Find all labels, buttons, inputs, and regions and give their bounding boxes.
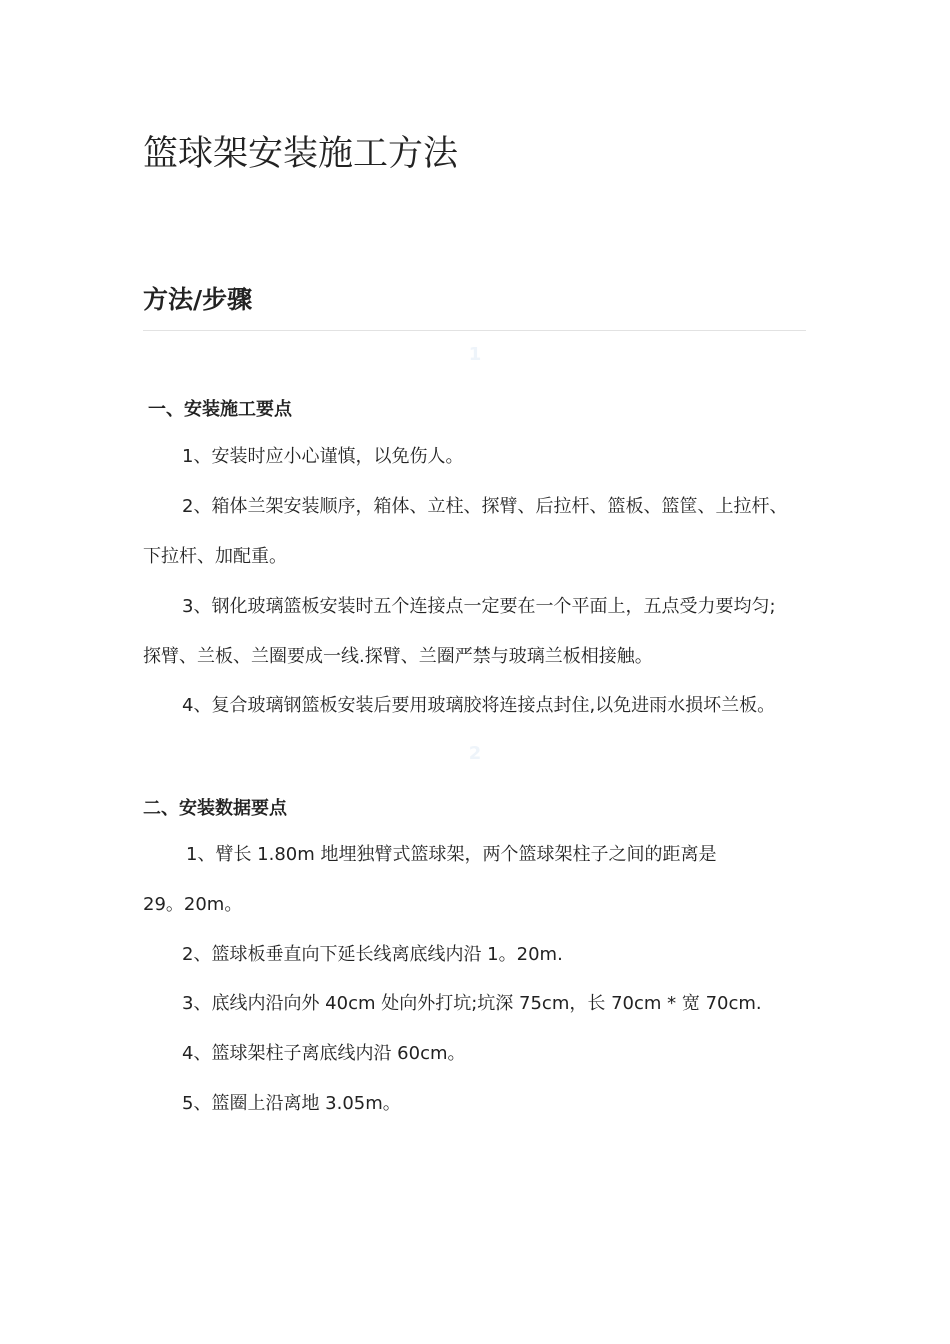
document-title: 篮球架安装施工方法 [143, 134, 459, 174]
section-heading-data: 二、安装数据要点 [143, 798, 287, 819]
paragraph-line: 1、臂长 1.80m 地埋独臂式篮球架，两个篮球架柱子之间的距离是 [186, 844, 717, 865]
step-number-2: 2 [468, 743, 482, 764]
paragraph-line: 3、钢化玻璃篮板安装时五个连接点一定要在一个平面上，五点受力要均匀; [182, 596, 776, 617]
paragraph-line: 2、篮球板垂直向下延长线离底线内沿 1。20m. [182, 944, 563, 965]
paragraph-line: 4、篮球架柱子离底线内沿 60cm。 [182, 1043, 466, 1064]
paragraph-line: 1、安装时应小心谨慎，以免伤人。 [182, 446, 464, 467]
paragraph-line: 4、复合玻璃钢篮板安装后要用玻璃胶将连接点封住,以免进雨水损坏兰板。 [182, 695, 776, 716]
paragraph-line: 2、箱体兰架安装顺序，箱体、立柱、探臂、后拉杆、篮板、篮筐、上拉杆、 [182, 496, 788, 517]
steps-heading: 方法/步骤 [143, 285, 253, 314]
paragraph-line: 探臂、兰板、兰圈要成一线.探臂、兰圈严禁与玻璃兰板相接触。 [143, 646, 653, 667]
paragraph-line: 5、篮圈上沿离地 3.05m。 [182, 1093, 401, 1114]
section-heading-construction: 一、安装施工要点 [148, 399, 292, 420]
paragraph-line: 下拉杆、加配重。 [143, 546, 287, 567]
step-number-1: 1 [468, 344, 482, 365]
paragraph-line: 29。20m。 [143, 894, 243, 915]
paragraph-line: 3、底线内沿向外 40cm 处向外打坑;坑深 75cm，长 70cm * 宽 70cm. [182, 993, 762, 1014]
divider [143, 330, 806, 331]
